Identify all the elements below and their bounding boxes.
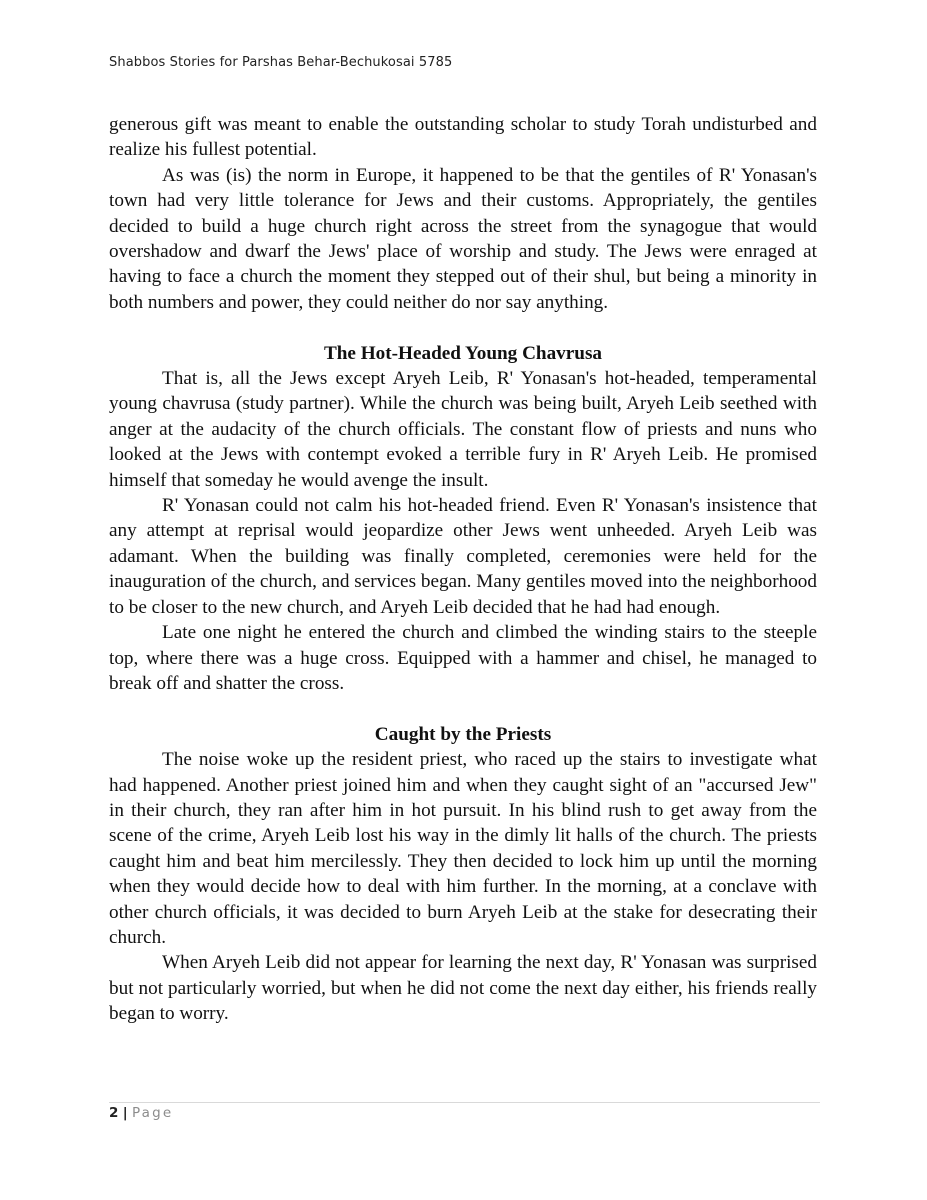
section-spacer [109,315,817,340]
paragraph-caught: The noise woke up the resident priest, who raced up the stairs to investigate what had happened. Another priest joined him and when they caught sight of an "accursed Jew" in their church, they ran after him in hot pursuit. In his blind rush to get away from the scene of the crime, Aryeh Leib lost his way in the dimly lit halls of the church. The priests caught him and beat him mercilessly. They then decided to lock him up until the morning when they would decide how to deal with him further. In the morning, at a conclave with other church officials, it was decided to burn Aryeh Leib at the stake for desecrating their church. [109,749,817,948]
footer-divider [109,1102,820,1103]
section-heading-priests: Caught by the Priests [374,723,552,745]
section-heading-chavrusa: The Hot-Headed Young Chavrusa [323,342,603,364]
paragraph-friends-worry: When Aryeh Leib did not appear for learning the next day, R' Yonasan was surprised but not particularly worried, but when he did not come the next day either, his friends really began to worry. [109,952,817,1025]
paragraph-steeple-cross: Late one night he entered the church and climbed the winding stairs to the steeple top, where there was a huge cross. Equipped with a hammer and chisel, he managed to break off and shatter the cross. [109,622,817,694]
page-header: Shabbos Stories for Parshas Behar-Bechukosai 5785 [109,55,453,70]
page-footer [109,1105,173,1121]
page-label: Page [131,1105,174,1121]
document-body [109,112,817,1027]
paragraph-church-built: As was (is) the norm in Europe, it happened to be that the gentiles of R' Yonasan's town had very little tolerance for Jews and their customs. Appropriately, the gentiles decided to build a huge church right across the street from the synagogue that would overshadow and dwarf the Jews' place of worship and study. The Jews were enraged at having to face a church the moment they stepped out of their shul, but being a minority in both numbers and power, they could neither do nor say anything. [109,164,817,313]
paragraph-aryeh-leib-anger: That is, all the Jews except Aryeh Leib, R' Yonasan's hot-headed, temperamental young chavrusa (study partner). While the church was being built, Aryeh Leib seethed with anger at the audacity of the church officials. The constant flow of priests and nuns who looked at the Jews with contempt evoked a terrible fury in R' Aryeh Leib. He promised himself that someday he would avenge the insult. [109,368,817,491]
page-number: 2 [109,1105,119,1121]
footer-separator: | [122,1105,128,1121]
section-spacer [109,696,817,721]
paragraph-continuation: generous gift was meant to enable the outstanding scholar to study Torah undisturbed and realize his fullest potential. [109,114,817,161]
paragraph-yonasan-insistence: R' Yonasan could not calm his hot-headed friend. Even R' Yonasan's insistence that any attempt at reprisal would jeopardize other Jews went unheeded. Aryeh Leib was adamant. When the building was finally completed, ceremonies were held for the inauguration of the church, and services began. Many gentiles moved into the neighborhood to be closer to the new church, and Aryeh Leib decided that he had had enough. [109,495,817,618]
